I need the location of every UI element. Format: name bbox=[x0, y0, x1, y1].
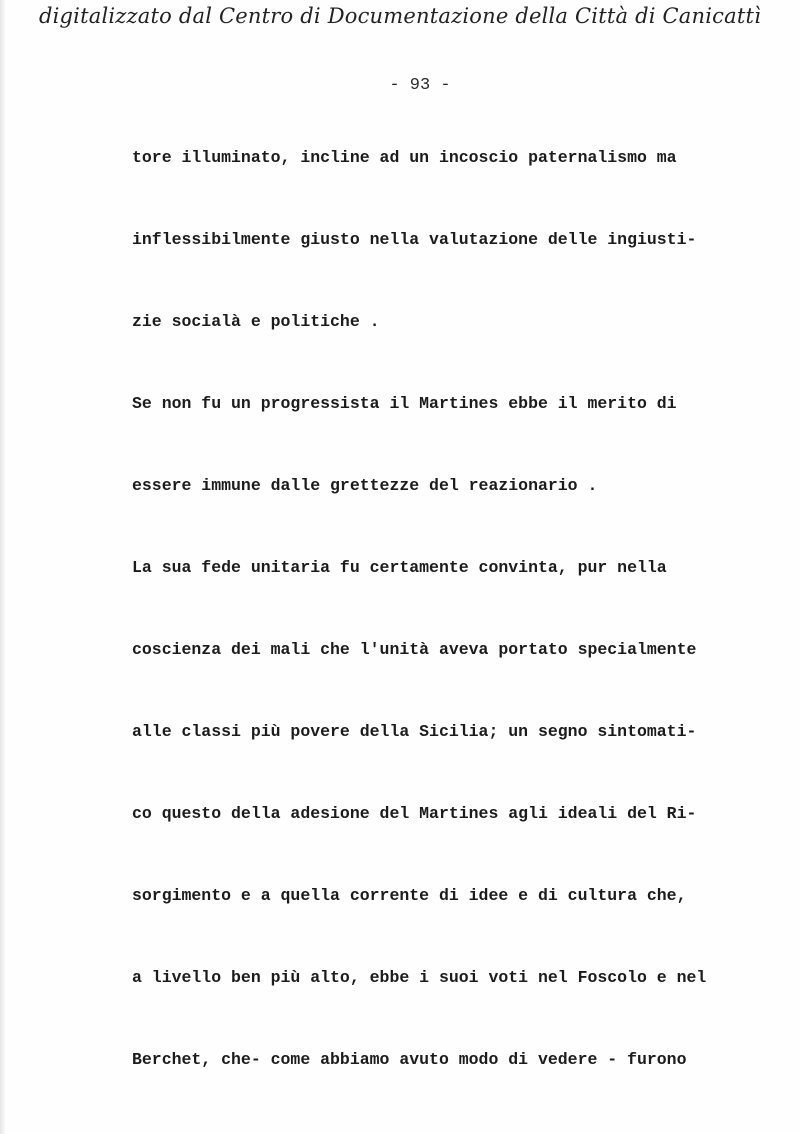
text-line: alle classi più povere della Sicilia; un segno sintomati- bbox=[132, 722, 697, 741]
body-text bbox=[132, 144, 752, 1128]
scan-edge-shadow bbox=[0, 0, 6, 1134]
text-line: zie socialà e politiche . bbox=[132, 312, 380, 331]
text-line: Se non fu un progressista il Martines ebbe il merito di bbox=[132, 394, 677, 413]
text-line: coscienza dei mali che l'unità aveva portato specialmente bbox=[132, 640, 697, 659]
text-line: co questo della adesione del Martines agli ideali del Ri- bbox=[132, 804, 697, 823]
text-line: sorgimento e a quella corrente di idee e di cultura che, bbox=[132, 886, 687, 905]
text-line: a livello ben più alto, ebbe i suoi voti nel Foscolo e nel bbox=[132, 968, 707, 987]
text-line: La sua fede unitaria fu certamente convinta, pur nella bbox=[132, 558, 667, 577]
digitization-watermark: digitalizzato dal Centro di Documentazione della Città di Canicattì bbox=[38, 4, 762, 28]
text-line: inflessibilmente giusto nella valutazione delle ingiusti- bbox=[132, 230, 697, 249]
page-number: - 93 - bbox=[389, 76, 451, 95]
text-line: Berchet, che- come abbiamo avuto modo di vedere - furono bbox=[132, 1050, 687, 1069]
text-line: tore illuminato, incline ad un incoscio paternalismo ma bbox=[132, 148, 677, 167]
text-line: essere immune dalle grettezze del reazionario . bbox=[132, 476, 598, 495]
